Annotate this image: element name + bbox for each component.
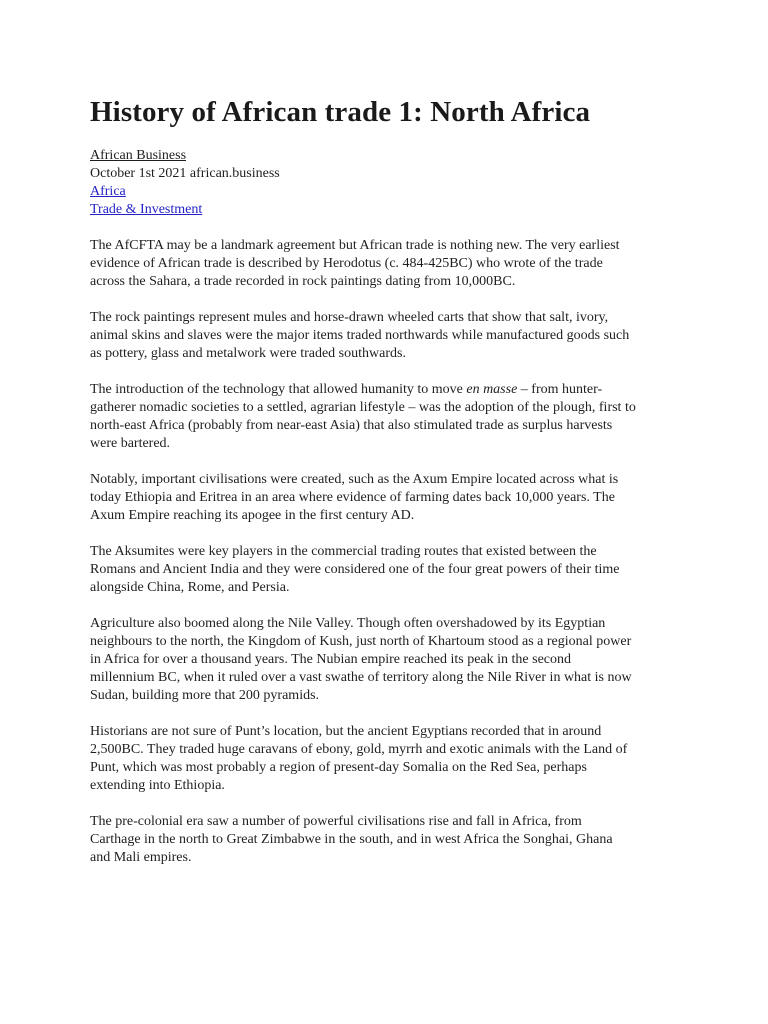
author-link[interactable]: African Business xyxy=(90,148,187,163)
paragraph-line: and Mali empires. xyxy=(90,850,192,865)
paragraph-line: today Ethiopia and Eritrea in an area where evidence of farming dates back 10,000 years. The xyxy=(90,490,615,505)
paragraph-line: Historians are not sure of Punt’s location, but the ancient Egyptians recorded that in around xyxy=(90,724,602,739)
paragraph xyxy=(90,813,690,867)
line-text: The introduction of the technology that allowed humanity to move xyxy=(90,382,467,397)
paragraph xyxy=(90,471,690,525)
paragraph-line: gatherer nomadic societies to a settled, agrarian lifestyle – was the adoption of the plough, first to xyxy=(90,400,636,415)
article-title: History of African trade 1: North Africa xyxy=(90,96,591,128)
paragraph-line: animal skins and slaves were the major items traded northwards while manufactured goods such xyxy=(90,328,630,343)
paragraph-line: evidence of African trade is described by Herodotus (c. 484-425BC) who wrote of the trade xyxy=(90,256,603,271)
paragraph-line: in Africa for over a thousand years. The Nubian empire reached its peak in the second xyxy=(90,652,572,667)
paragraph-line: Carthage in the north to Great Zimbabwe in the south, and in west Africa the Songhai, Ghana xyxy=(90,832,613,847)
article-meta xyxy=(90,147,690,219)
paragraph-line: Punt, which was most probably a region of present-day Somalia on the Red Sea, perhaps xyxy=(90,760,587,775)
paragraph-line: across the Sahara, a trade recorded in rock paintings dating from 10,000BC. xyxy=(90,274,516,289)
paragraph-line: millennium BC, when it ruled over a vast swathe of territory along the Nile River in what is now xyxy=(90,670,632,685)
category-link[interactable]: Africa xyxy=(90,184,126,199)
paragraph-line: The rock paintings represent mules and horse-drawn wheeled carts that show that salt, ivory, xyxy=(90,310,609,325)
paragraph-line: Agriculture also boomed along the Nile Valley. Though often overshadowed by its Egyptian xyxy=(90,616,606,631)
paragraph-line: as pottery, glass and metalwork were traded southwards. xyxy=(90,346,406,361)
paragraph-line: The AfCFTA may be a landmark agreement but African trade is nothing new. The very earliest xyxy=(90,238,620,253)
paragraph xyxy=(90,615,690,705)
paragraph xyxy=(90,309,690,363)
line-text: – from hunter- xyxy=(517,382,603,397)
italic-phrase: en masse xyxy=(466,382,518,397)
paragraph-line: north-east Africa (probably from near-east Asia) that also stimulated trade as surplus harvests xyxy=(90,418,613,433)
paragraph xyxy=(90,237,690,291)
dateline: October 1st 2021 african.business xyxy=(90,166,280,181)
paragraph-line: alongside China, Rome, and Persia. xyxy=(90,580,290,595)
article-body xyxy=(90,237,690,867)
article xyxy=(90,94,690,885)
paragraph xyxy=(90,723,690,795)
paragraph-line: The pre-colonial era saw a number of powerful civilisations rise and fall in Africa, from xyxy=(90,814,582,829)
paragraph-line: 2,500BC. They traded huge caravans of ebony, gold, myrrh and exotic animals with the Land of xyxy=(90,742,628,757)
paragraph-line: were bartered. xyxy=(90,436,171,451)
paragraph-line: Romans and Ancient India and they were considered one of the four great powers of their time xyxy=(90,562,620,577)
paragraph-line xyxy=(90,381,690,399)
paragraph xyxy=(90,381,690,453)
topic-link[interactable]: Trade & Investment xyxy=(90,202,203,217)
paragraph-line: Axum Empire reaching its apogee in the first century AD. xyxy=(90,508,415,523)
paragraph-line: extending into Ethiopia. xyxy=(90,778,225,793)
paragraph-line: The Aksumites were key players in the commercial trading routes that existed between the xyxy=(90,544,597,559)
paragraph-line: neighbours to the north, the Kingdom of Kush, just north of Khartoum stood as a regional power xyxy=(90,634,632,649)
paragraph-line: Sudan, building more that 200 pyramids. xyxy=(90,688,320,703)
paragraph xyxy=(90,543,690,597)
paragraph-line: Notably, important civilisations were created, such as the Axum Empire located across what is xyxy=(90,472,619,487)
